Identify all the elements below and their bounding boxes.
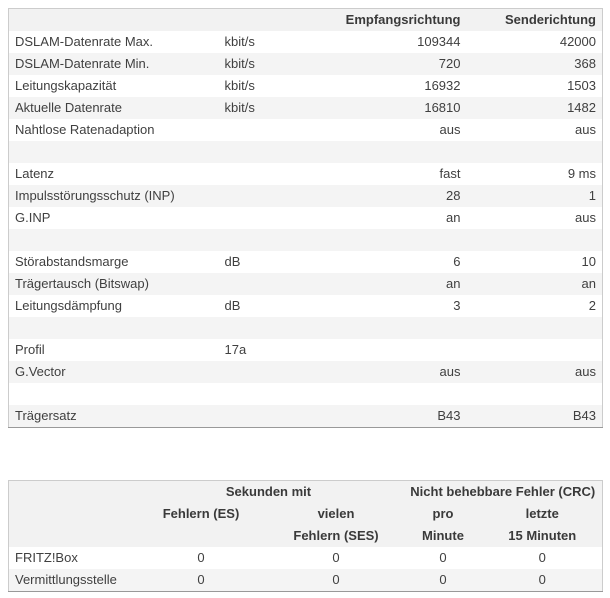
table-row (9, 251, 603, 273)
row-rx-value: 16810 (424, 100, 461, 115)
row-crc-last15-value: 0 (538, 550, 546, 565)
row-label: Trägertausch (Bitswap) (15, 276, 149, 291)
row-tx-value (469, 317, 603, 339)
row-tx-value: aus (575, 210, 596, 225)
row-label (9, 317, 225, 339)
table-row (9, 569, 603, 592)
error-table-subheader-row (9, 503, 603, 547)
row-unit: kbit/s (224, 100, 255, 115)
row-unit (225, 383, 297, 405)
row-rx-value: 3 (453, 298, 461, 313)
row-unit (225, 207, 297, 229)
row-crc-per-minute-value: 0 (439, 572, 447, 587)
row-tx-value: 1 (588, 188, 596, 203)
row-unit (225, 229, 297, 251)
dsl-table-header-row (9, 9, 603, 32)
row-tx-value: 10 (581, 254, 596, 269)
row-rx-value (297, 141, 469, 163)
row-unit (225, 185, 297, 207)
row-ses-value: 0 (332, 572, 340, 587)
row-rx-value (297, 339, 469, 361)
row-label (9, 383, 225, 405)
table-row (9, 185, 603, 207)
subheader-ses-line2: Fehlern (SES) (293, 528, 379, 543)
row-rx-value: B43 (437, 408, 461, 423)
table-row (9, 207, 603, 229)
row-tx-value: 42000 (559, 34, 596, 49)
row-unit (225, 405, 297, 428)
row-unit (225, 317, 297, 339)
row-crc-last15-value: 0 (538, 572, 546, 587)
header-receive-direction: Empfangsrichtung (345, 12, 461, 27)
row-unit: kbit/s (224, 78, 255, 93)
subheader-per-minute-line2: Minute (422, 528, 464, 543)
table-row (9, 295, 603, 317)
row-label: Störabstandsmarge (15, 254, 129, 269)
table-row-spacer (9, 229, 603, 251)
row-unit (225, 141, 297, 163)
row-label: Nahtlose Ratenadaption (15, 122, 155, 137)
row-unit: dB (224, 298, 241, 313)
row-label: Trägersatz (15, 408, 77, 423)
row-unit: dB (224, 254, 241, 269)
table-row (9, 273, 603, 295)
subheader-empty (9, 503, 134, 547)
row-rx-value (297, 229, 469, 251)
row-unit (225, 361, 297, 383)
row-tx-value: aus (575, 122, 596, 137)
row-tx-value (469, 383, 603, 405)
table-row-spacer (9, 141, 603, 163)
subheader-ses-line1: vielen (317, 506, 355, 521)
row-label: Aktuelle Datenrate (15, 100, 122, 115)
subheader-per-minute (404, 503, 483, 547)
subheader-last15-line2: 15 Minuten (508, 528, 577, 543)
row-label: Leitungskapazität (15, 78, 117, 93)
row-label: DSLAM-Datenrate Max. (15, 34, 153, 49)
table-row (9, 361, 603, 383)
row-label: Profil (15, 342, 45, 357)
row-tx-value: aus (575, 364, 596, 379)
row-rx-value: 16932 (424, 78, 461, 93)
table-row (9, 547, 603, 569)
table-row (9, 339, 603, 361)
row-unit (225, 119, 297, 141)
subheader-last-15-minutes (483, 503, 603, 547)
row-unit: 17a (224, 342, 247, 357)
table-row (9, 31, 603, 53)
group-header-empty (9, 481, 134, 504)
row-es-value: 0 (197, 550, 205, 565)
header-send-direction: Senderichtung (504, 12, 596, 27)
row-rx-value: 109344 (417, 34, 461, 49)
table-row (9, 163, 603, 185)
row-rx-value: fast (439, 166, 461, 181)
row-label: Impulsstörungsschutz (INP) (15, 188, 175, 203)
row-label: FRITZ!Box (15, 550, 78, 565)
row-tx-value: an (581, 276, 596, 291)
subheader-errored-seconds (134, 503, 269, 547)
row-unit (225, 273, 297, 295)
row-tx-value: 1503 (567, 78, 596, 93)
subheader-es-label: Fehlern (ES) (162, 506, 240, 521)
table-row (9, 405, 603, 428)
subheader-severely-errored-seconds (269, 503, 404, 547)
row-rx-value (297, 383, 469, 405)
row-tx-value: 368 (574, 56, 596, 71)
row-label: DSLAM-Datenrate Min. (15, 56, 150, 71)
subheader-per-minute-line1: pro (432, 506, 454, 521)
row-tx-value: 9 ms (567, 166, 596, 181)
row-label (9, 141, 225, 163)
group-header-crc-errors: Nicht behebbare Fehler (CRC) (410, 484, 596, 499)
row-tx-value: 2 (588, 298, 596, 313)
row-unit (225, 163, 297, 185)
subheader-last15-line1: letzte (525, 506, 559, 521)
row-rx-value: 6 (453, 254, 461, 269)
row-rx-value: an (446, 276, 461, 291)
row-rx-value: aus (439, 364, 461, 379)
table-row (9, 97, 603, 119)
row-label: Leitungsdämpfung (15, 298, 122, 313)
row-rx-value: an (446, 210, 461, 225)
dsl-info-table (8, 8, 603, 428)
table-row (9, 75, 603, 97)
row-tx-value: 1482 (567, 100, 596, 115)
row-ses-value: 0 (332, 550, 340, 565)
row-label: Latenz (15, 166, 55, 181)
table-row-spacer (9, 383, 603, 405)
row-crc-per-minute-value: 0 (439, 550, 447, 565)
row-rx-value: aus (439, 122, 461, 137)
row-tx-value (469, 229, 603, 251)
row-label: G.Vector (15, 364, 66, 379)
header-empty-unit (225, 9, 297, 32)
row-tx-value: B43 (572, 408, 596, 423)
row-label: Vermittlungsstelle (15, 572, 117, 587)
row-unit: kbit/s (224, 56, 255, 71)
header-empty-label (9, 9, 225, 32)
row-rx-value: 28 (446, 188, 461, 203)
row-tx-value (469, 339, 603, 361)
row-rx-value (297, 317, 469, 339)
row-label (9, 229, 225, 251)
group-header-seconds-with: Sekunden mit (225, 484, 312, 499)
table-row-spacer (9, 317, 603, 339)
row-tx-value (469, 141, 603, 163)
error-counter-table (8, 480, 603, 592)
row-label: G.INP (15, 210, 51, 225)
row-rx-value: 720 (438, 56, 461, 71)
row-es-value: 0 (197, 572, 205, 587)
table-row (9, 119, 603, 141)
row-unit: kbit/s (224, 34, 255, 49)
error-table-group-header-row (9, 481, 603, 504)
table-row (9, 53, 603, 75)
